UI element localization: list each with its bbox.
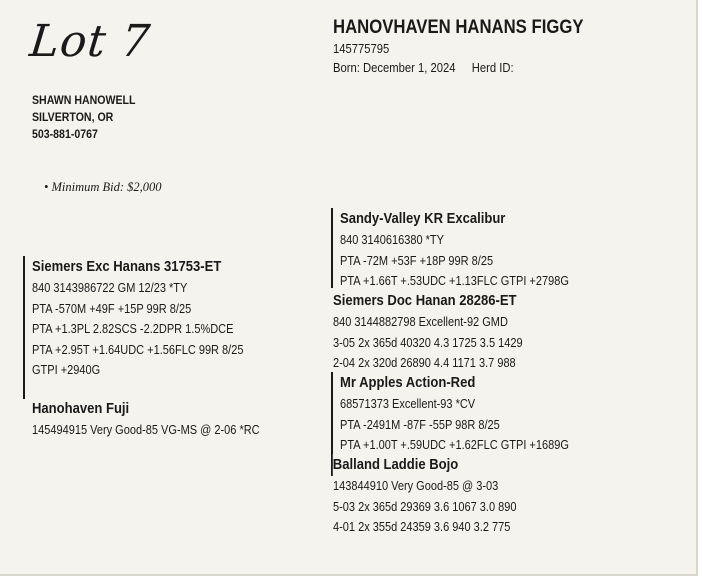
sire-dam-line: 3-05 2x 365d 40320 4.3 1725 3.5 1429 bbox=[333, 335, 523, 350]
dam-sire-line: PTA +1.00T +.59UDC +1.62FLC GTPI +1689G bbox=[340, 438, 569, 452]
sire-dam-line: 840 3144882798 Excellent-92 GMD bbox=[333, 315, 508, 329]
consignor-phone: 503-881-0767 bbox=[32, 129, 98, 141]
sire-dam-name: Siemers Doc Hanan 28286-ET bbox=[333, 293, 517, 309]
sire-sire-name: Sandy-Valley KR Excalibur bbox=[340, 211, 506, 227]
sire-sire-line: PTA +1.66T +.53UDC +1.13FLC GTPI +2798G bbox=[340, 274, 569, 288]
dam-dam-line: 5-03 2x 365d 29369 3.6 1067 3.0 890 bbox=[333, 499, 517, 514]
sire-line: PTA +2.95T +1.64UDC +1.56FLC 99R 8/25 bbox=[32, 342, 244, 357]
dam-dam-name: Balland Laddie Bojo bbox=[331, 454, 520, 476]
animal-born: Born: December 1, 2024 bbox=[333, 61, 456, 75]
sire-dam-line: 2-04 2x 320d 26890 4.4 1171 3.7 988 bbox=[333, 356, 516, 370]
animal-header bbox=[333, 16, 618, 78]
dam-name: Hanohaven Fuji bbox=[32, 401, 130, 417]
pedigree-dam bbox=[32, 398, 291, 441]
pedigree-dam-dam bbox=[333, 454, 542, 538]
sire-line: PTA +1.3PL 2.82SCS -2.2DPR 1.5%DCE bbox=[32, 322, 234, 336]
consignor-info bbox=[32, 93, 135, 144]
dam-dam-line: 143844910 Very Good-85 @ 3-03 bbox=[333, 479, 499, 493]
minimum-bid: • Minimum Bid: $2,000 bbox=[44, 180, 162, 194]
animal-name: HANOVHAVEN HANANS FIGGY bbox=[333, 17, 584, 38]
animal-born-row bbox=[333, 59, 589, 78]
dam-sire-line: 68571373 Excellent-93 *CV bbox=[340, 397, 476, 411]
pedigree-sire-sire bbox=[331, 208, 600, 288]
animal-herd-id: Herd ID: bbox=[471, 61, 514, 75]
dam-line: 145494915 Very Good-85 VG-MS @ 2-06 *RC bbox=[32, 423, 260, 437]
dam-dam-line: 4-01 2x 355d 24359 3.6 940 3.2 775 bbox=[333, 520, 511, 534]
pedigree-dam-sire bbox=[331, 372, 600, 454]
lot-number: Lot 7 bbox=[27, 16, 154, 67]
consignor-location: SILVERTON, OR bbox=[32, 112, 114, 124]
pedigree-sire bbox=[23, 256, 272, 399]
sire-line: GTPI +2940G bbox=[32, 363, 101, 377]
dam-sire-name: Mr Apples Action-Red bbox=[340, 375, 476, 391]
consignor-name: SHAWN HANOWELL bbox=[32, 95, 136, 107]
pedigree-sire-dam bbox=[333, 290, 548, 374]
sire-sire-line: PTA -72M +53F +18P 99R 8/25 bbox=[340, 253, 494, 268]
sire-name: Siemers Exc Hanans 31753-ET bbox=[32, 259, 222, 275]
sire-line: PTA -570M +49F +15P 99R 8/25 bbox=[32, 301, 192, 316]
sire-sire-line: 840 3140616380 *TY bbox=[340, 233, 444, 247]
animal-reg-number: 145775795 bbox=[333, 42, 390, 56]
sire-line: 840 3143986722 GM 12/23 *TY bbox=[32, 281, 188, 295]
dam-sire-line: PTA -2491M -87F -55P 98R 8/25 bbox=[340, 417, 500, 432]
